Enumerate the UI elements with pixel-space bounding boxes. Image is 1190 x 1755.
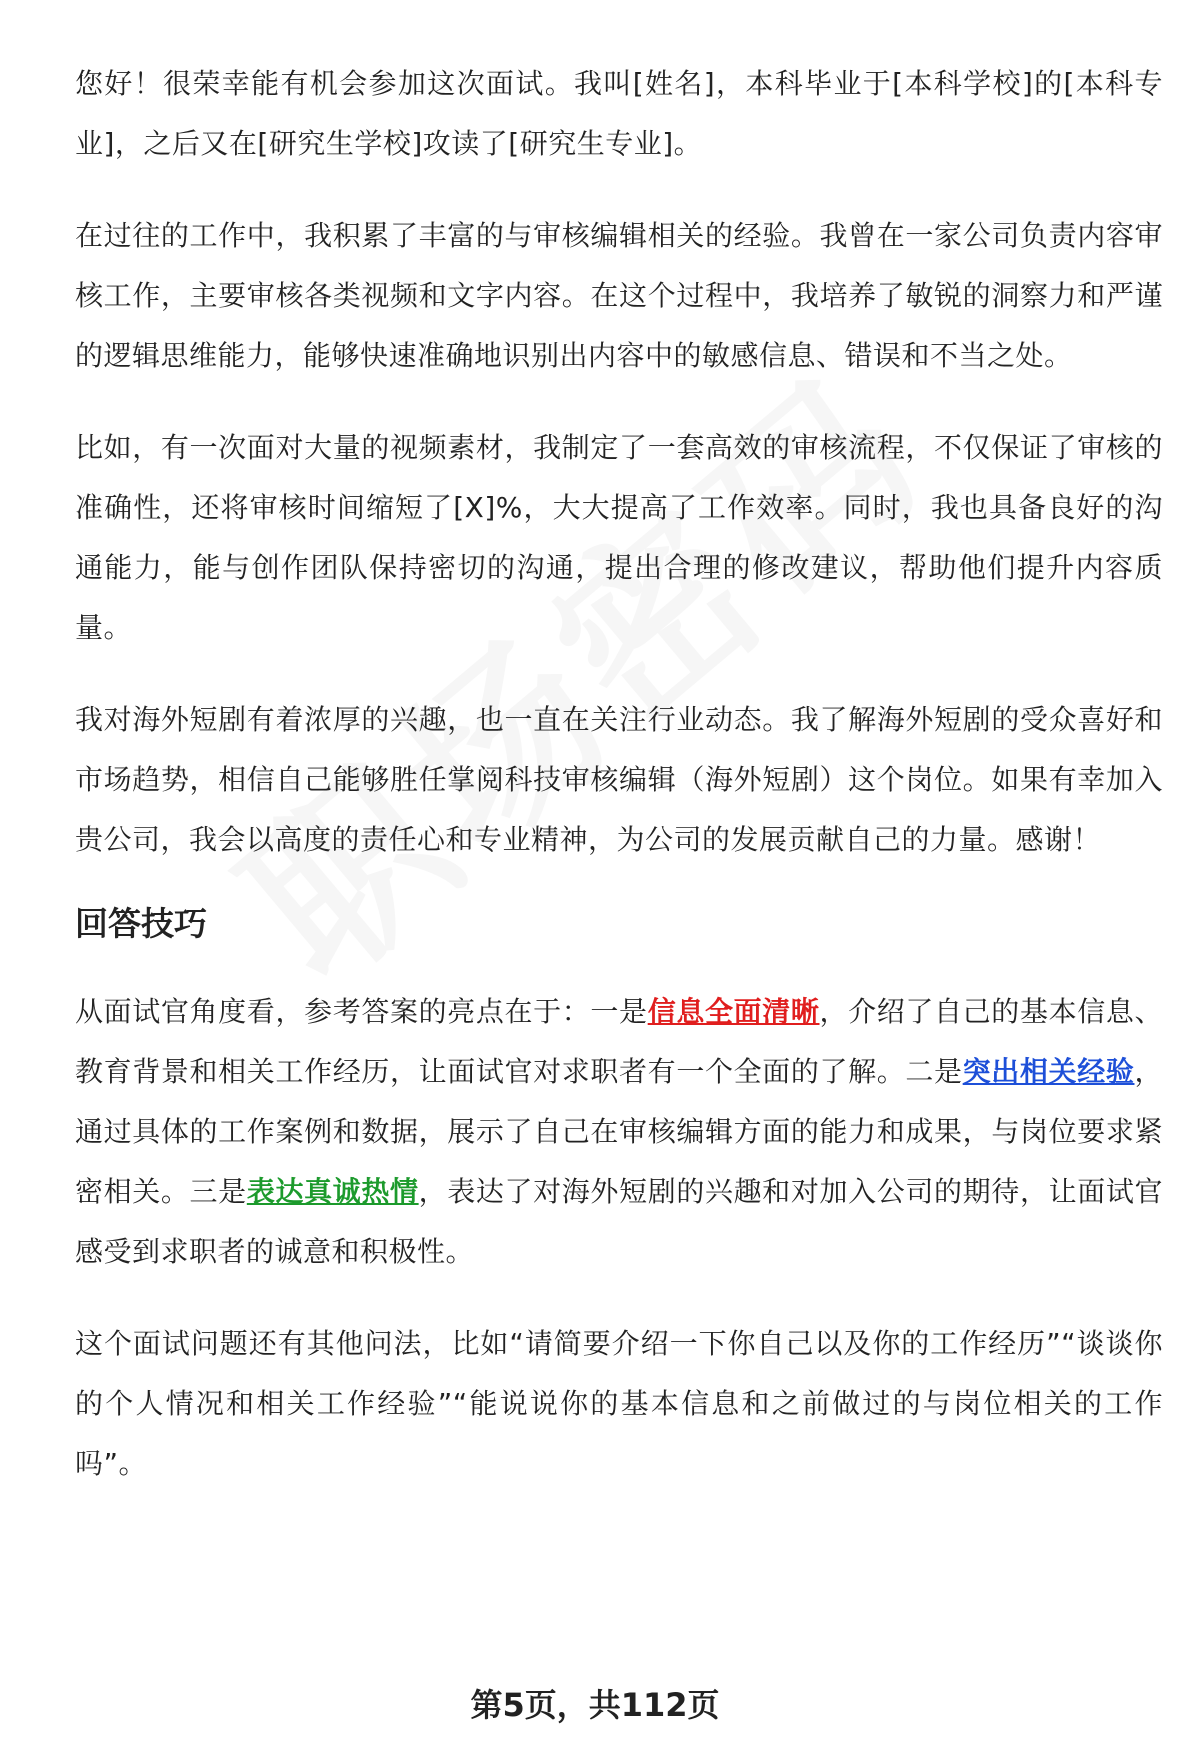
highlight-relevant-experience: 突出相关经验: [962, 1055, 1135, 1088]
tips-paragraph-1: [75, 982, 1163, 1282]
page-number: 第5页，共112页: [470, 1686, 720, 1724]
tips-text-b: ，介绍了自己的基本信息、教育背景和相关工作经历，让面试官对求职者有一个全面的了解。二是: [75, 995, 1163, 1088]
tips-text-a: 从面试官角度看，参考答案的亮点在于：一是: [75, 995, 648, 1028]
answer-paragraph-2: 在过往的工作中，我积累了丰富的与审核编辑相关的经验。我曾在一家公司负责内容审核工作，主要审核各类视频和文字内容。在这个过程中，我培养了敏锐的洞察力和严谨的逻辑思维能力，能够快速准确地识别出内容中的敏感信息、错误和不当之处。: [75, 219, 1163, 372]
tips-text-d: ，表达了对海外短剧的兴趣和对加入公司的期待，让面试官感受到求职者的诚意和积极性。: [75, 1175, 1163, 1268]
answer-paragraph-1: 您好！很荣幸能有机会参加这次面试。我叫[姓名]，本科毕业于[本科学校]的[本科专业]，之后又在[研究生学校]攻读了[研究生专业]。: [75, 67, 1163, 160]
highlight-sincere-enthusiasm: 表达真诚热情: [246, 1175, 419, 1208]
answer-paragraph-3: 比如，有一次面对大量的视频素材，我制定了一套高效的审核流程，不仅保证了审核的准确性，还将审核时间缩短了[X]%，大大提高了工作效率。同时，我也具备良好的沟通能力，能与创作团队保持密切的沟通，提出合理的修改建议，帮助他们提升内容质量。: [75, 431, 1163, 644]
document-body: [75, 54, 1163, 1526]
answer-paragraph-4: 我对海外短剧有着浓厚的兴趣，也一直在关注行业动态。我了解海外短剧的受众喜好和市场趋势，相信自己能够胜任掌阅科技审核编辑（海外短剧）这个岗位。如果有幸加入贵公司，我会以高度的责任心和专业精神，为公司的发展贡献自己的力量。感谢！: [75, 703, 1163, 856]
section-title-tips: 回答技巧: [75, 904, 207, 943]
tips-paragraph-2: 这个面试问题还有其他问法，比如“请简要介绍一下你自己以及你的工作经历”“谈谈你的个人情况和相关工作经验”“能说说你的基本信息和之前做过的与岗位相关的工作吗”。: [75, 1327, 1163, 1480]
highlight-info-complete: 信息全面清晰: [647, 995, 820, 1028]
tips-text-c: ，通过具体的工作案例和数据，展示了自己在审核编辑方面的能力和成果，与岗位要求紧密相关。三是: [75, 1055, 1163, 1208]
